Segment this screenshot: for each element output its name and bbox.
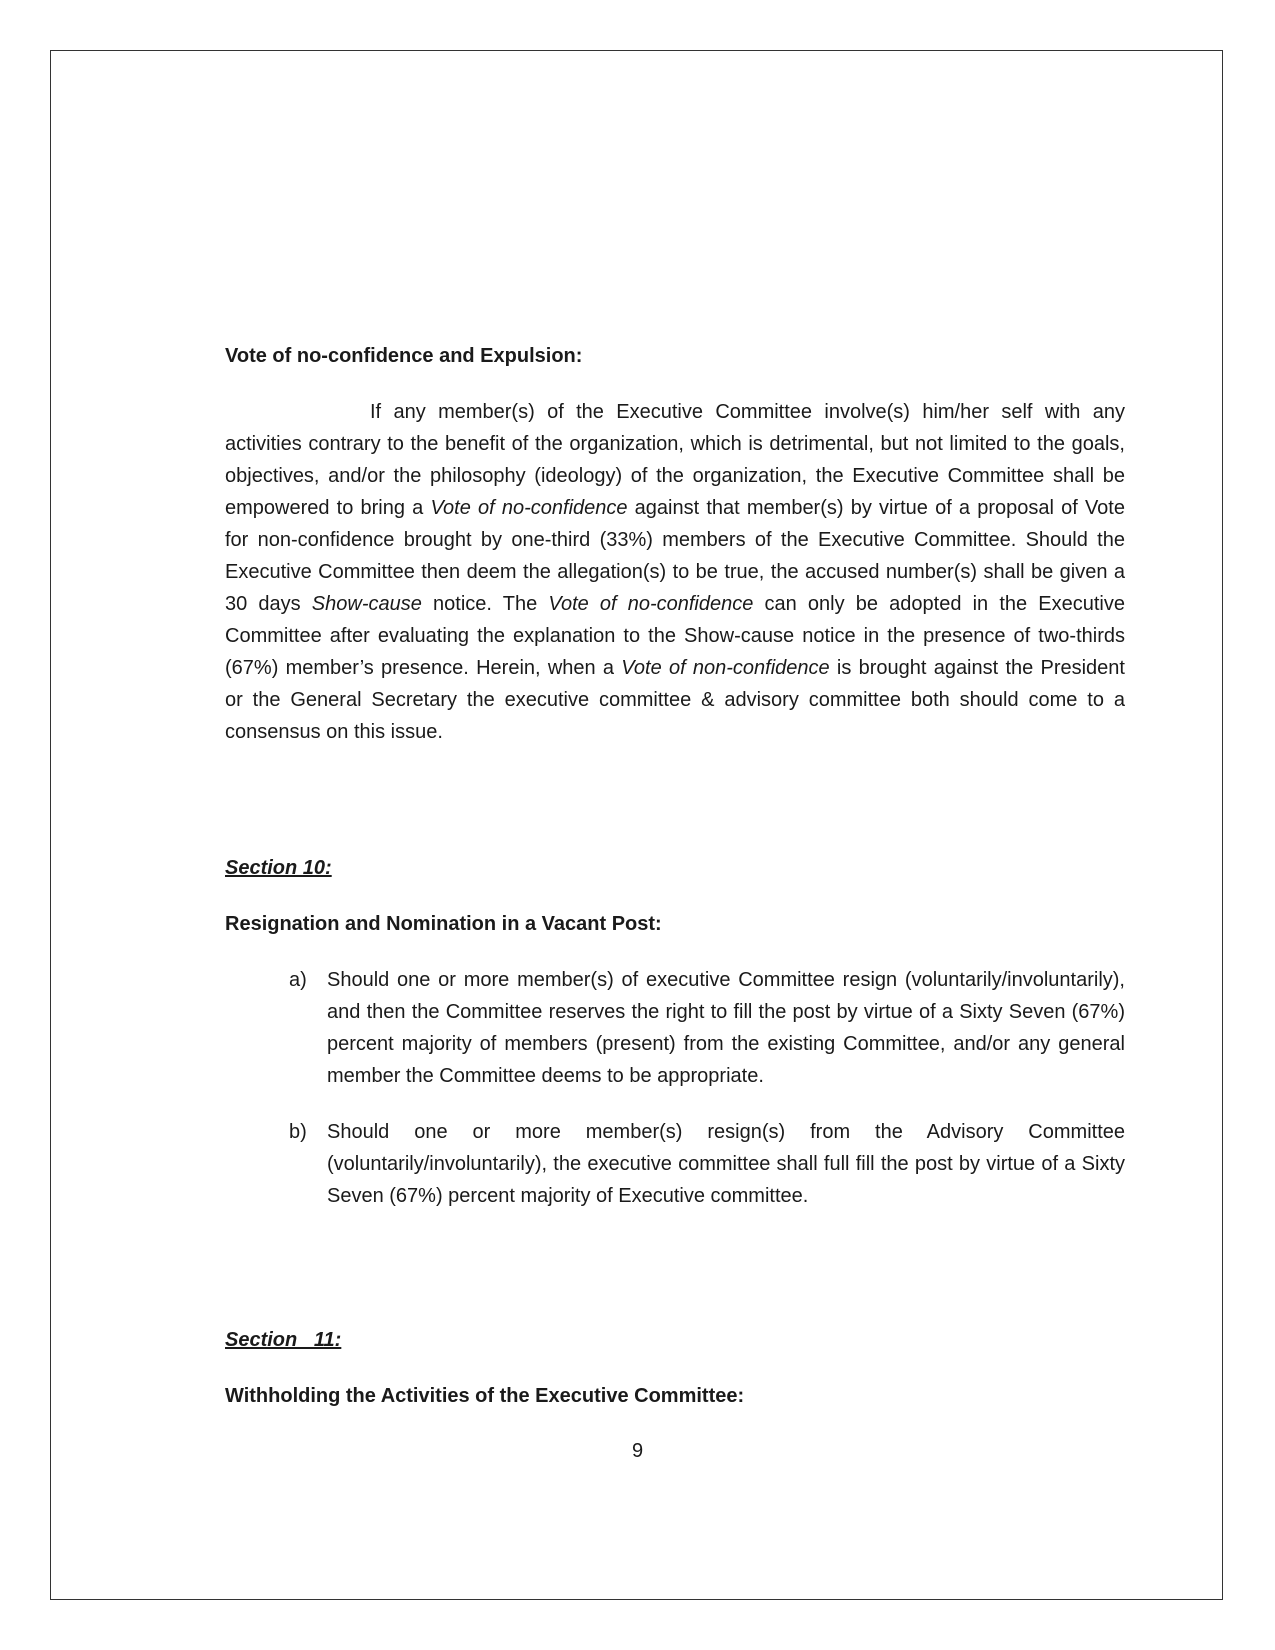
vote-paragraph [225,396,1125,748]
vote-text-2: against that member(s) by virtue of a proposal of Vote for non-confidence brought by one-third (33%) members of the Executive Committee. Should the Executive Committee then deem the allegation(s) to be true, the accused number(s) shall be given a 30 days [225,497,1125,615]
list-marker-b: b) [289,1121,307,1143]
vote-italic-1: Vote of no-confidence [430,497,628,519]
vote-italic-2: Show-cause [311,593,422,615]
list-item-a [289,964,1125,1092]
vote-italic-4: Vote of non-confidence [621,657,830,679]
list-text-b: Should one or more member(s) resign(s) from the Advisory Committee (voluntarily/involuntarily), the executive committee shall full fill the post by virtue of a Sixty Seven (67%) percent majority of Executive committee. [327,1121,1125,1207]
list-text-a: Should one or more member(s) of executive Committee resign (voluntarily/involuntarily), and then the Committee reserves the right to fill the post by virtue of a Sixty Seven (67%) percent majority of members (present) from the existing Committee, and/or any general member the Committee deems to be appropriate. [327,969,1125,1087]
section-11-heading: Withholding the Activities of the Executive Committee: [225,1385,745,1407]
vote-text-4: can only be adopted in the Executive Committee after evaluating the explanation to the Show-cause notice in the presence of two-thirds (67%) member’s presence. Herein, when a [225,593,1125,679]
section-10-heading: Resignation and Nomination in a Vacant Post: [225,913,662,935]
vote-text-3: notice. The [421,593,549,615]
page-number: 9 [631,1440,644,1462]
section-11-label: Section 11: [225,1329,342,1351]
section-10-list [289,964,1125,1212]
vote-text-1: If any member(s) of the Executive Committee involve(s) him/her self with any activities contrary to the benefit of the organization, which is detrimental, but not limited to the goals, objectives, and/or the philosophy (ideology) of the organization, the Executive Committee shall be empowered to bring a [225,401,1125,519]
list-marker-a: a) [289,969,307,991]
vote-italic-3: Vote of no-confidence [548,593,754,615]
vote-heading: Vote of no-confidence and Expulsion: [225,345,583,367]
vote-text-5: is brought against the President or the General Secretary the executive committee & advisory committee both should come to a consensus on this issue. [225,657,1125,743]
page-border [50,50,1223,1600]
list-item-b [289,1116,1125,1212]
section-10-label: Section 10: [225,857,332,879]
